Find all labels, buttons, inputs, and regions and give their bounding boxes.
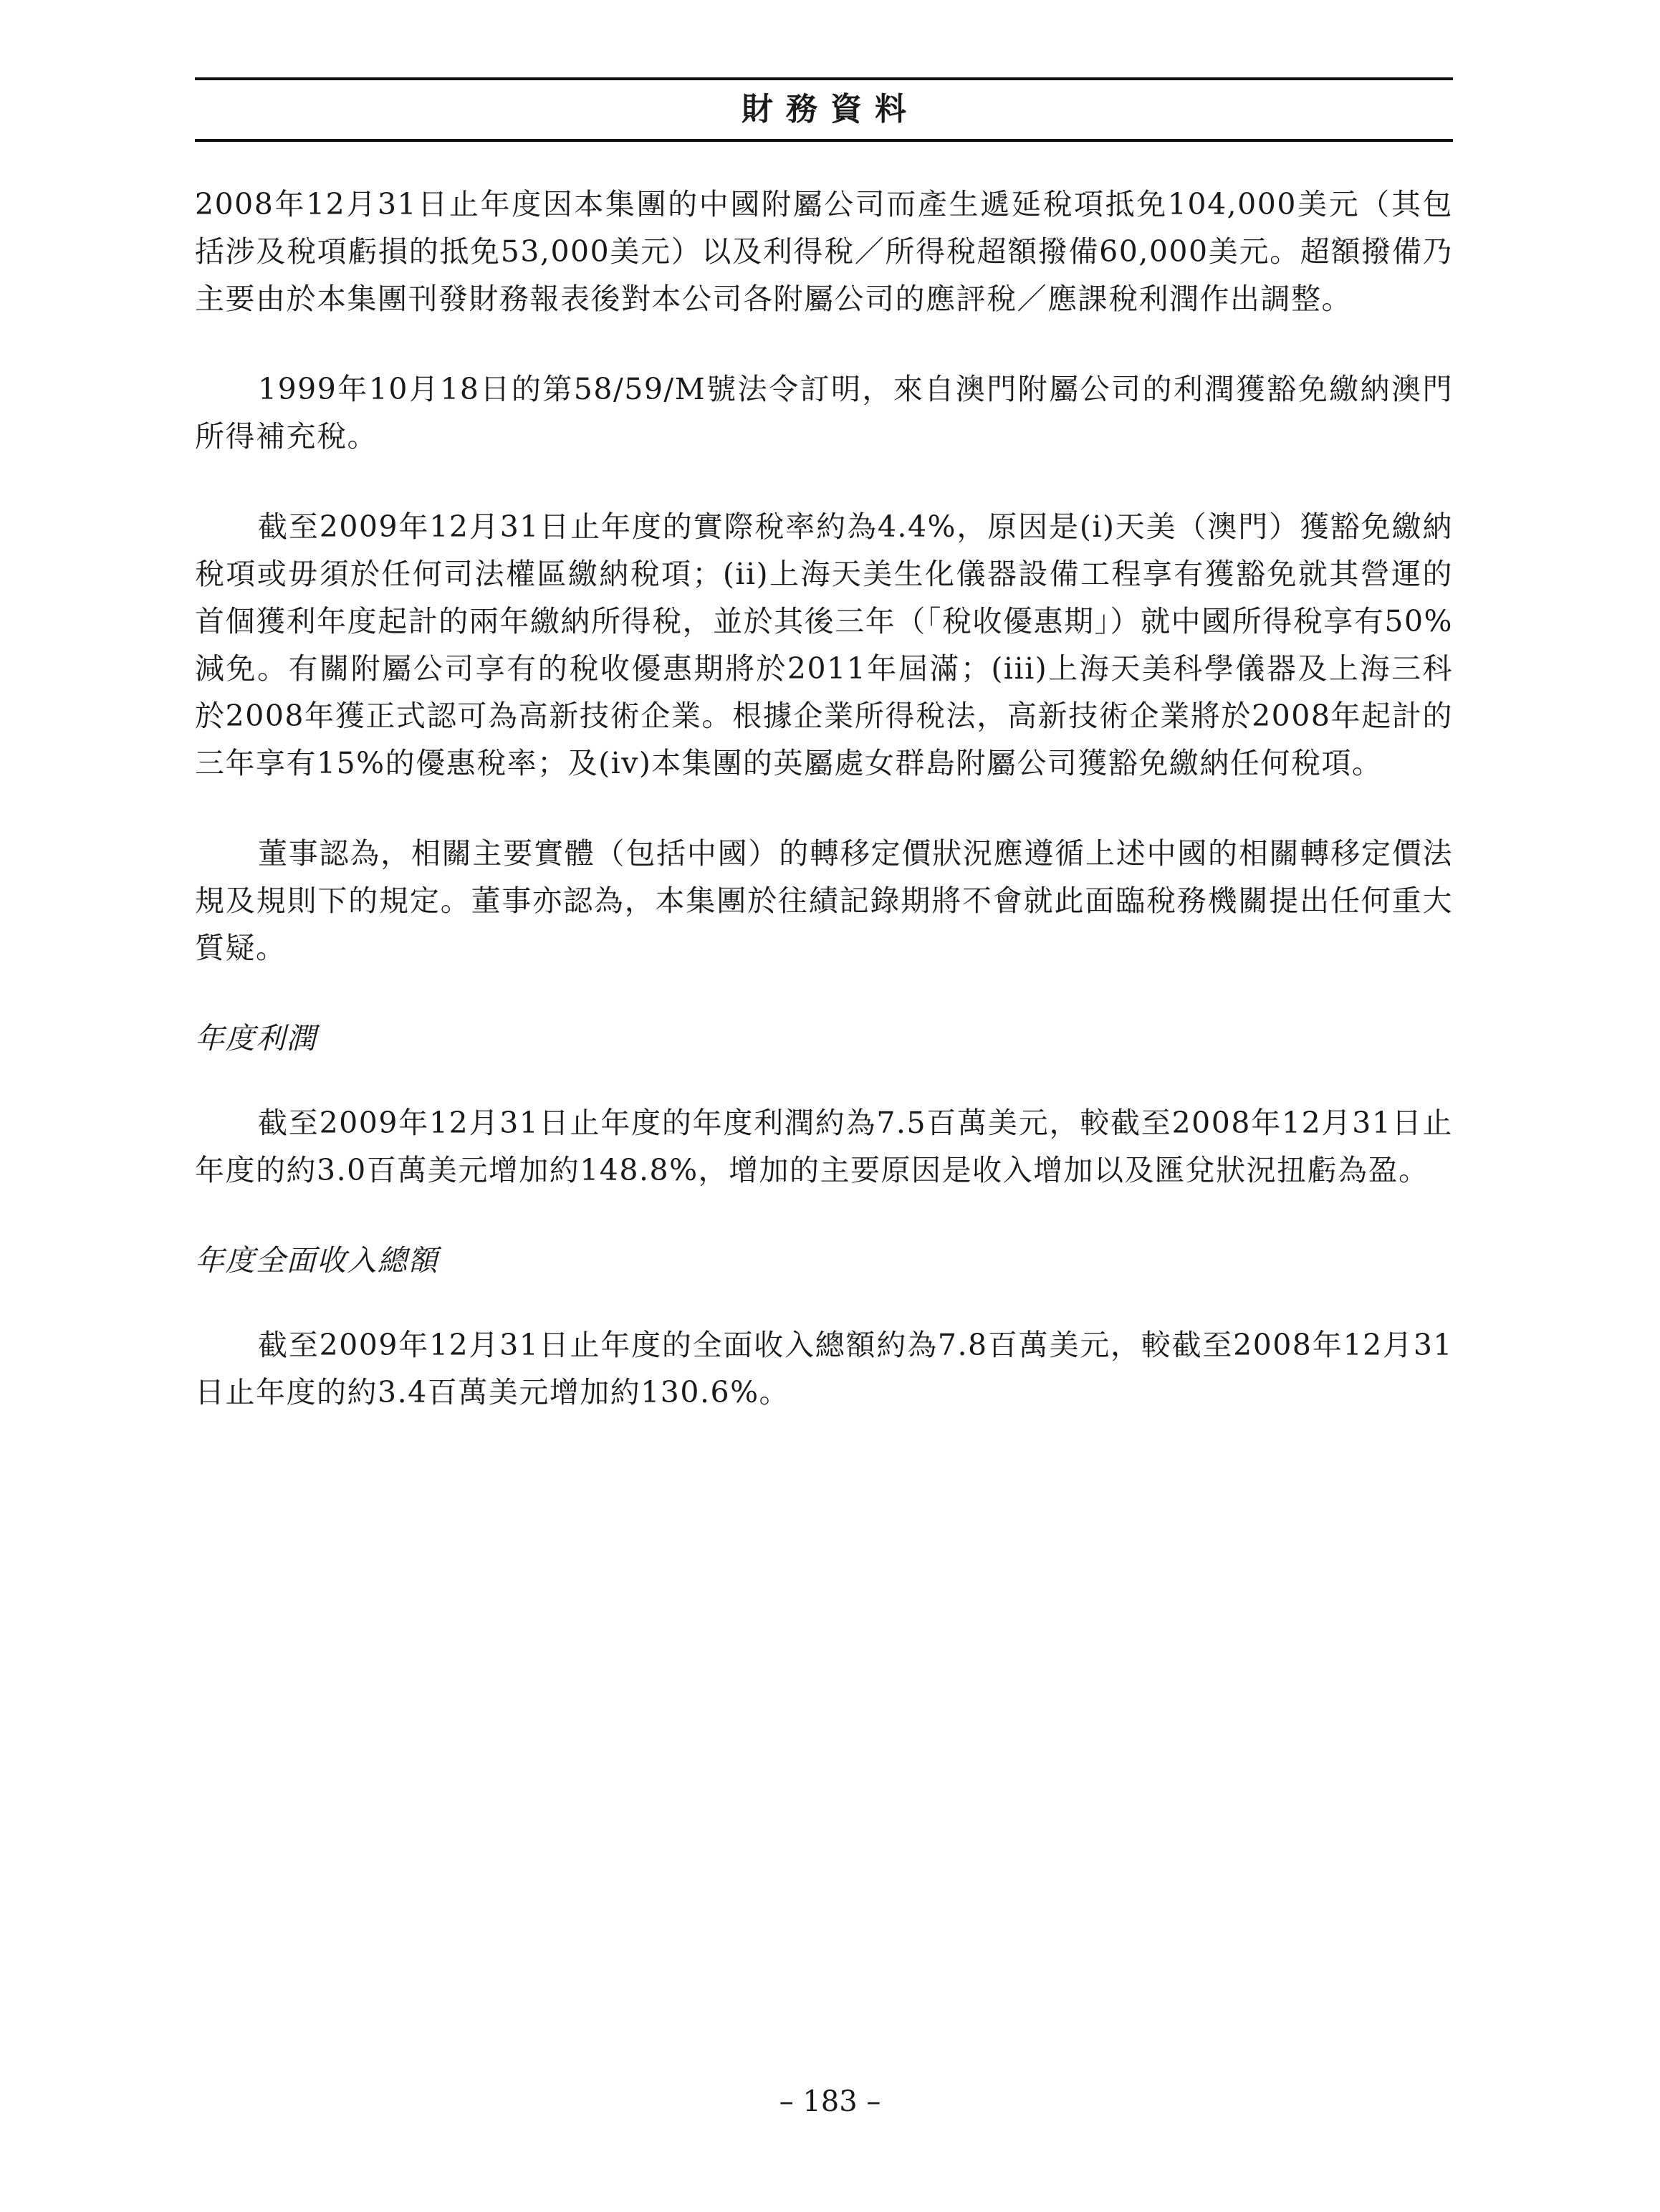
paragraph-effective-tax-rate: 截至2009年12月31日止年度的實際稅率約為4.4%，原因是(i)天美（澳門）獲豁免繳納稅項或毋須於任何司法權區繳納稅項；(ii)上海天美生化儀器設備工程享有獲豁免就其營運的首個獲利年度起計的兩年繳納所得稅，並於其後三年（「稅收優惠期」）就中國所得稅享有50%減免。有關附屬公司享有的稅收優惠期將於2011年屆滿；(iii)上海天美科學儀器及上海三科於2008年獲正式認可為高新技術企業。根據企業所得稅法，高新技術企業將於2008年起計的三年享有15%的優惠稅率；及(iv)本集團的英屬處女群島附屬公司獲豁免繳納任何稅項。 [195, 509, 1453, 780]
section-heading-comprehensive-income: 年度全面收入總額 [195, 1243, 438, 1278]
section-heading-annual-profit: 年度利潤 [195, 1021, 317, 1055]
header-rule-bottom [195, 139, 1453, 142]
document-body [195, 181, 1453, 1459]
page-title: 財務資料 [742, 91, 919, 128]
paragraph-annual-profit: 截至2009年12月31日止年度的年度利潤約為7.5百萬美元，較截至2008年12月31日止年度的約3.0百萬美元增加約148.8%，增加的主要原因是收入增加以及匯兌狀況扭虧為盈。 [195, 1106, 1453, 1187]
paragraph-macau-decree: 1999年10月18日的第58/59/M號法令訂明，來自澳門附屬公司的利潤獲豁免繳納澳門所得補充稅。 [195, 372, 1453, 454]
page-header [195, 77, 1453, 142]
paragraph-deferred-tax: 2008年12月31日止年度因本集團的中國附屬公司而產生遞延稅項抵免104,000美元（其包括涉及稅項虧損的抵免53,000美元）以及利得稅／所得稅超額撥備60,000美元。超額撥備乃主要由於本集團刊發財務報表後對本公司各附屬公司的應評稅／應課稅利潤作出調整。 [195, 187, 1453, 316]
page-number: – 183 – [779, 2085, 881, 2118]
paragraph-comprehensive-income: 截至2009年12月31日止年度的全面收入總額約為7.8百萬美元，較截至2008年12月31日止年度的約3.4百萬美元增加約130.6%。 [195, 1328, 1453, 1409]
paragraph-transfer-pricing: 董事認為，相關主要實體（包括中國）的轉移定價狀況應遵循上述中國的相關轉移定價法規及規則下的規定。董事亦認為，本集團於往績記錄期將不會就此面臨稅務機關提出任何重大質疑。 [195, 836, 1453, 965]
